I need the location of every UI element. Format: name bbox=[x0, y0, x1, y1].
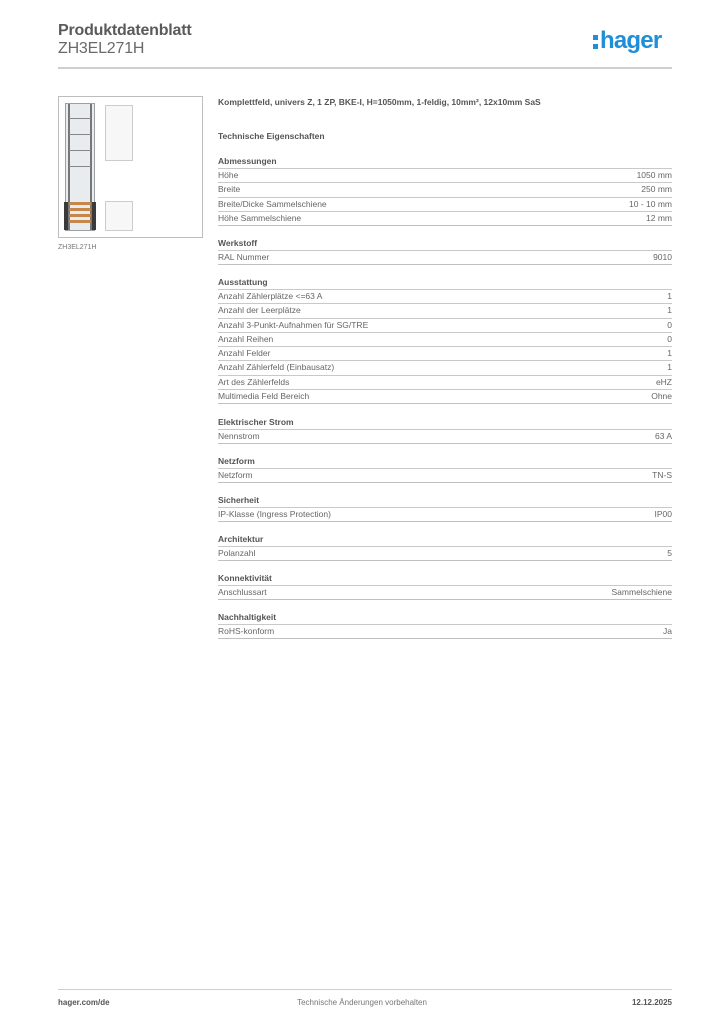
spec-row bbox=[218, 469, 672, 483]
lower-cover-illustration bbox=[105, 201, 133, 231]
spec-row bbox=[218, 212, 672, 226]
spec-row bbox=[218, 625, 672, 639]
spec-row bbox=[218, 333, 672, 347]
spec-section bbox=[218, 572, 672, 600]
image-caption: ZH3EL271H bbox=[58, 244, 97, 251]
logo-colon-icon bbox=[593, 33, 598, 50]
spec-value: 10 - 10 mm bbox=[629, 198, 672, 209]
spec-label: RoHS-konform bbox=[218, 626, 275, 636]
spec-label: Anzahl Zählerplätze <=63 A bbox=[218, 291, 323, 301]
product-code: ZH3EL271H bbox=[58, 40, 145, 57]
spec-label: Nennstrom bbox=[218, 431, 260, 441]
section-title: Netzform bbox=[218, 455, 672, 469]
spec-value: 1050 mm bbox=[636, 170, 672, 180]
spec-value: 250 mm bbox=[641, 184, 672, 195]
section-title: Sicherheit bbox=[218, 494, 672, 508]
spec-section bbox=[218, 155, 672, 226]
spec-row bbox=[218, 251, 672, 265]
hager-logo: hager bbox=[593, 28, 661, 54]
footer-notice: Technische Änderungen vorbehalten bbox=[297, 998, 427, 1007]
spec-row bbox=[218, 508, 672, 522]
section-title: Ausstattung bbox=[218, 276, 672, 290]
technical-properties-title: Technische Eigenschaften bbox=[218, 131, 325, 141]
spec-row bbox=[218, 304, 672, 318]
spec-row bbox=[218, 430, 672, 444]
spec-row bbox=[218, 586, 672, 600]
spec-section bbox=[218, 494, 672, 522]
spec-value: 63 A bbox=[654, 431, 672, 441]
spec-label: Netzform bbox=[218, 470, 253, 480]
spec-label: Anschlussart bbox=[218, 587, 267, 597]
spec-label: RAL Nummer bbox=[218, 252, 270, 262]
spec-value: eHZ bbox=[655, 376, 672, 387]
upper-cover-illustration bbox=[105, 105, 133, 161]
footer-website-link[interactable]: hager.com/de bbox=[58, 998, 110, 1007]
spec-row bbox=[218, 390, 672, 404]
spec-row bbox=[218, 319, 672, 333]
section-title: Elektrischer Strom bbox=[218, 416, 672, 430]
section-title: Abmessungen bbox=[218, 155, 672, 169]
spec-value: Sammelschiene bbox=[611, 587, 672, 597]
spec-label: Breite bbox=[218, 184, 241, 195]
spec-row bbox=[218, 547, 672, 561]
spec-section bbox=[218, 611, 672, 639]
spec-row bbox=[218, 183, 672, 197]
spec-row bbox=[218, 290, 672, 304]
document-title: Produktdatenblatt bbox=[58, 22, 192, 39]
spec-section bbox=[218, 455, 672, 483]
spec-label: Anzahl Reihen bbox=[218, 333, 274, 344]
spec-value: Ohne bbox=[651, 391, 672, 402]
spec-value: TN-S bbox=[652, 470, 672, 480]
footer-divider bbox=[58, 989, 672, 990]
spec-label: Höhe Sammelschiene bbox=[218, 212, 302, 223]
spec-label: Art des Zählerfelds bbox=[218, 376, 290, 387]
spec-value: 5 bbox=[667, 548, 672, 558]
spec-value: IP00 bbox=[654, 509, 672, 519]
spec-label: Anzahl der Leerplätze bbox=[218, 305, 301, 316]
spec-label: IP-Klasse (Ingress Protection) bbox=[218, 509, 331, 519]
section-title: Architektur bbox=[218, 533, 672, 547]
spec-row bbox=[218, 347, 672, 361]
product-image bbox=[58, 96, 203, 238]
spec-row bbox=[218, 361, 672, 375]
spec-label: Anzahl Felder bbox=[218, 348, 271, 359]
spec-value: 1 bbox=[667, 305, 672, 316]
header-divider bbox=[58, 67, 672, 69]
spec-value: 1 bbox=[667, 348, 672, 359]
spec-value: 0 bbox=[667, 333, 672, 344]
footer-date: 12.12.2025 bbox=[631, 998, 672, 1007]
spec-label: Multimedia Feld Bereich bbox=[218, 391, 310, 402]
section-title: Konnektivität bbox=[218, 572, 672, 586]
spec-row bbox=[218, 376, 672, 390]
spec-label: Anzahl 3-Punkt-Aufnahmen für SG/TRE bbox=[218, 319, 369, 330]
section-title: Nachhaltigkeit bbox=[218, 611, 672, 625]
spec-label: Höhe bbox=[218, 170, 239, 180]
spec-value: 1 bbox=[667, 362, 672, 373]
spec-label: Anzahl Zählerfeld (Einbausatz) bbox=[218, 362, 335, 373]
spec-value: 0 bbox=[667, 319, 672, 330]
spec-row bbox=[218, 198, 672, 212]
meter-panel-illustration bbox=[65, 103, 95, 231]
spec-value: 9010 bbox=[653, 252, 672, 262]
spec-section bbox=[218, 416, 672, 444]
spec-value: 12 mm bbox=[646, 212, 672, 223]
section-title: Werkstoff bbox=[218, 237, 672, 251]
spec-section bbox=[218, 533, 672, 561]
spec-label: Polanzahl bbox=[218, 548, 256, 558]
spec-value: 1 bbox=[667, 291, 672, 301]
spec-label: Breite/Dicke Sammelschiene bbox=[218, 198, 327, 209]
spec-section bbox=[218, 237, 672, 265]
spec-value: Ja bbox=[663, 626, 672, 636]
spec-row bbox=[218, 169, 672, 183]
product-description: Komplettfeld, univers Z, 1 ZP, BKE-I, H=1050mm, 1-feldig, 10mm², 12x10mm SaS bbox=[218, 97, 541, 107]
spec-section bbox=[218, 276, 672, 404]
